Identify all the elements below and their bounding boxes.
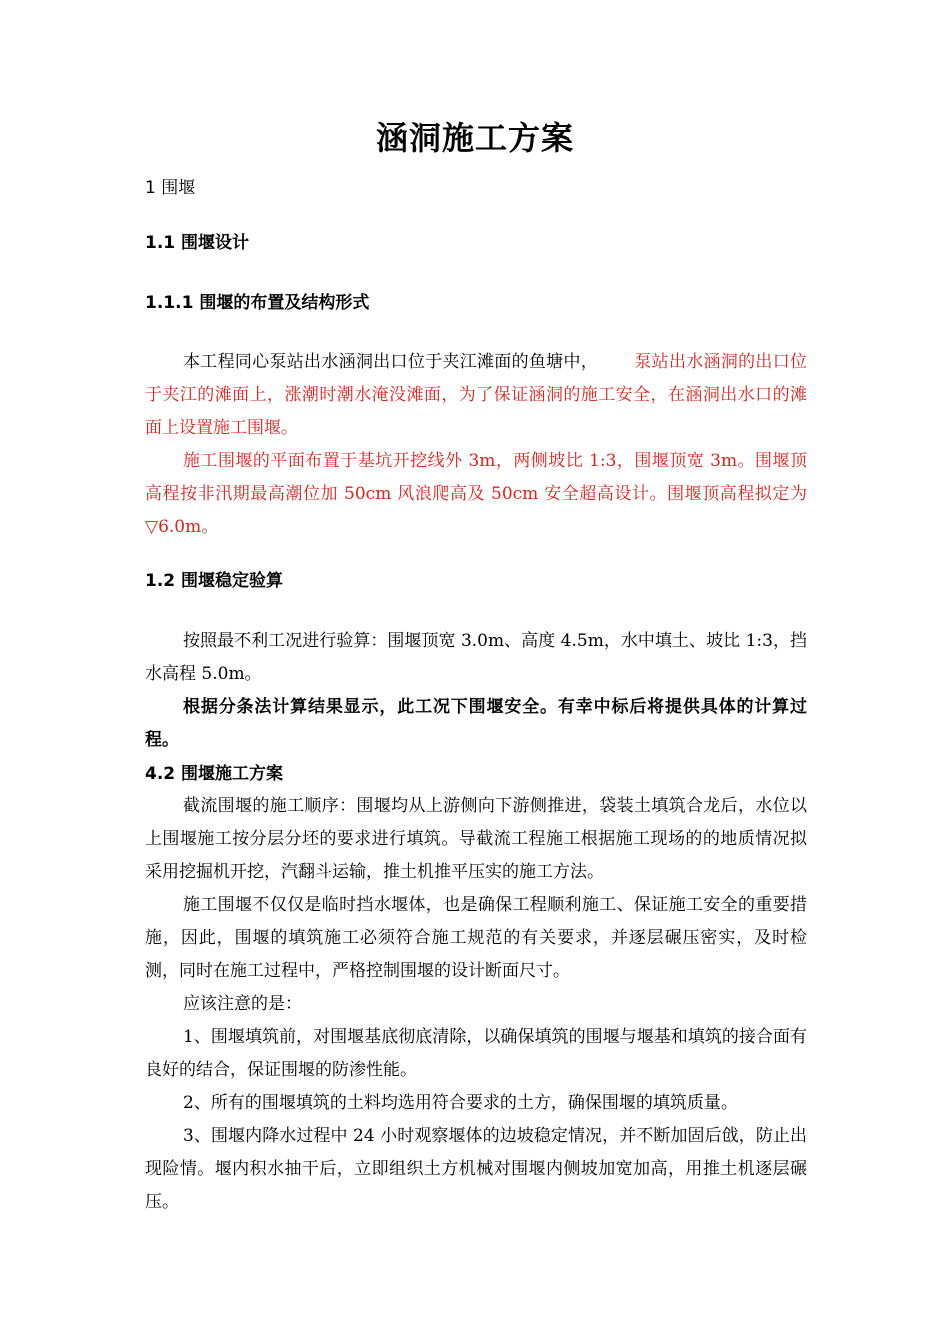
paragraph-stability-result: 根据分条法计算结果显示，此工况下围堰安全。有幸中标后将提供具体的计算过程。 — [145, 697, 807, 750]
paragraph-construction-measures: 施工围堰不仅仅是临时挡水堰体，也是确保工程顺利施工、保证施工安全的重要措施，因此，围堰的填筑施工必须符合施工规范的有关要求，并逐层碾压密实，及时检测，同时在施工过程中，严格控制围堰的设计断面尺寸。 — [145, 895, 807, 981]
paragraph-cofferdam-layout: 施工围堰的平面布置于基坑开挖线外 3m，两侧坡比 1:3，围堰顶宽 3m。围堰顶高程按非汛期最高潮位加 50cm 风浪爬高及 50cm 安全超高设计。围堰顶高程拟定为▽6.0m。 — [145, 451, 807, 537]
paragraph-construction-sequence: 截流围堰的施工顺序：围堰均从上游侧向下游侧推进，袋装土填筑合龙后，水位以上围堰施工按分层分坯的要求进行填筑。导截流工程施工根据施工现场的的地质情况拟采用挖掘机开挖，汽翻斗运输，推土机推平压实的施工方法。 — [145, 796, 807, 882]
paragraph-notes-intro: 应该注意的是： — [183, 994, 302, 1014]
paragraph-note-3: 3、围堰内降水过程中 24 小时观察堰体的边坡稳定情况，并不断加固后戗，防止出现险情。堰内积水抽干后，立即组织土方机械对围堰内侧坡加宽加高，用推土机逐层碾压。 — [145, 1126, 807, 1212]
paragraph-note-1: 1、围堰填筑前，对围堰基底彻底清除，以确保填筑的围堰与堰基和填筑的接合面有良好的结合，保证围堰的防渗性能。 — [145, 1027, 807, 1080]
heading-1: 1 围堰 — [145, 178, 196, 198]
heading-1-1-1: 1.1.1 围堰的布置及结构形式 — [145, 293, 370, 313]
heading-1-2: 1.2 围堰稳定验算 — [145, 571, 284, 591]
paragraph-stability-check: 按照最不利工况进行验算：围堰顶宽 3.0m、高度 4.5m，水中填土、坡比 1:3，挡水高程 5.0m。 — [145, 631, 807, 684]
document-title: 涵洞施工方案 — [375, 119, 574, 157]
paragraph-note-2: 2、所有的围堰填筑的土料均选用符合要求的土方，确保围堰的填筑质量。 — [183, 1093, 738, 1113]
paragraph-layout-description — [145, 346, 807, 445]
heading-1-1: 1.1 围堰设计 — [145, 233, 250, 253]
paragraph-text-red: 泵站出水涵洞的出口位于夹江的滩面上，涨潮时潮水淹没滩面，为了保证涵洞的施工安全，在涵洞出水口的滩面上设置施工围堰。 — [145, 352, 808, 438]
paragraph-text-black: 本工程同心泵站出水涵洞出口位于夹江滩面的鱼塘中， — [183, 352, 599, 372]
heading-4-2: 4.2 围堰施工方案 — [145, 764, 284, 784]
